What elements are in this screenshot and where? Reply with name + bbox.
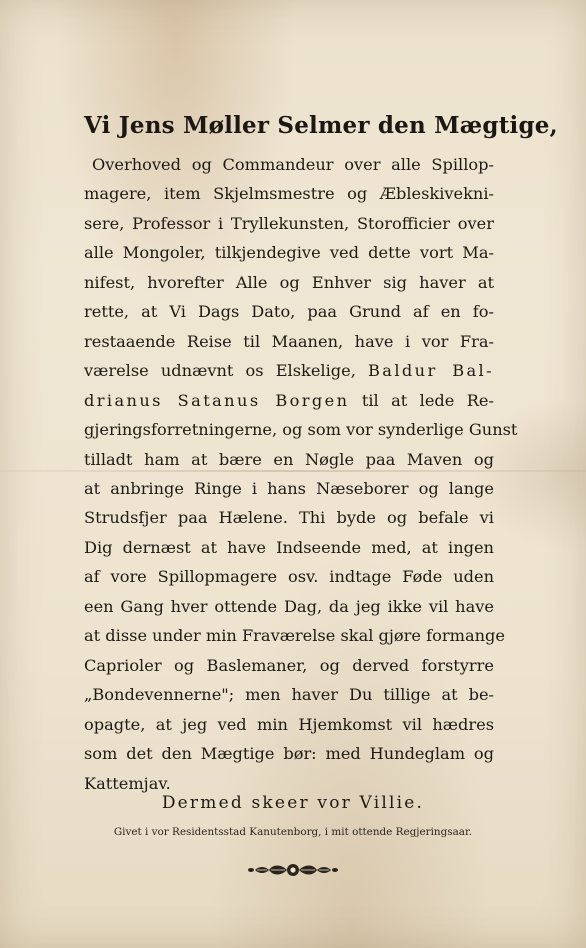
body-line: tilladt ham at bære en Nøgle paa Maven og — [84, 449, 494, 469]
body-line-with-name — [84, 386, 494, 415]
document-headline: Vi Jens Møller Selmer den Mægtige, — [84, 112, 558, 139]
body-line: gjeringsforretningerne, og som vor synderlige Gunst — [84, 420, 518, 440]
body-line: nifest, hvorefter Alle og Enhver sig haver at — [84, 272, 494, 292]
body-line: af vore Spillopmagere osv. indtage Føde uden — [84, 567, 494, 587]
closing-line: Dermed skeer vor Villie. — [161, 793, 425, 813]
spaced-name-part1: Baldur Bal- — [368, 361, 494, 381]
dateline: Givet i vor Residentsstad Kanutenborg, i mit ottende Regjeringsaar. — [113, 826, 473, 838]
body-line: restaaende Reise til Maanen, have i vor Fra- — [84, 331, 494, 351]
body-line: opagte, at jeg ved min Hjemkomst vil hædres — [84, 714, 494, 734]
floral-rule-ornament-icon — [243, 860, 343, 880]
body-line: sere, Professor i Tryllekunsten, Storofficier over — [84, 213, 494, 233]
body-line: Caprioler og Baslemaner, og derved forstyrre — [84, 655, 494, 675]
body-line: Strudsfjer paa Hælene. Thi byde og befale vi — [84, 508, 494, 528]
body-line: at disse under min Fraværelse skal gjøre formange — [84, 626, 505, 646]
body-line: at anbringe Ringe i hans Næseborer og lange — [84, 478, 494, 498]
body-line: „Bondevennerne"; men haver Du tillige at be- — [84, 685, 494, 705]
body-line: magere, item Skjelmsmestre og Æbleskivekni- — [84, 184, 494, 204]
body-line: som det den Mægtige bør: med Hundeglam og — [84, 744, 494, 764]
body-line: Overhoved og Commandeur over alle Spillop- — [92, 155, 494, 174]
body-line: Dig dernæst at have Indseende med, at ingen — [84, 537, 494, 557]
body-line: Kattemjav. — [84, 773, 171, 793]
spaced-name-part2: drianus Satanus Borgen — [84, 390, 350, 410]
body-line-with-name — [84, 356, 494, 385]
body-line-segment: værelse udnævnt os Elskelige, — [84, 361, 368, 381]
body-line-segment: til at lede Re- — [349, 390, 494, 410]
document-body — [84, 150, 518, 798]
body-line: een Gang hver ottende Dag, da jeg ikke vil have — [84, 596, 494, 616]
body-line: alle Mongoler, tilkjendegive ved dette vort Ma- — [84, 243, 494, 263]
body-line: rette, at Vi Dags Dato, paa Grund af en fo- — [84, 302, 494, 322]
